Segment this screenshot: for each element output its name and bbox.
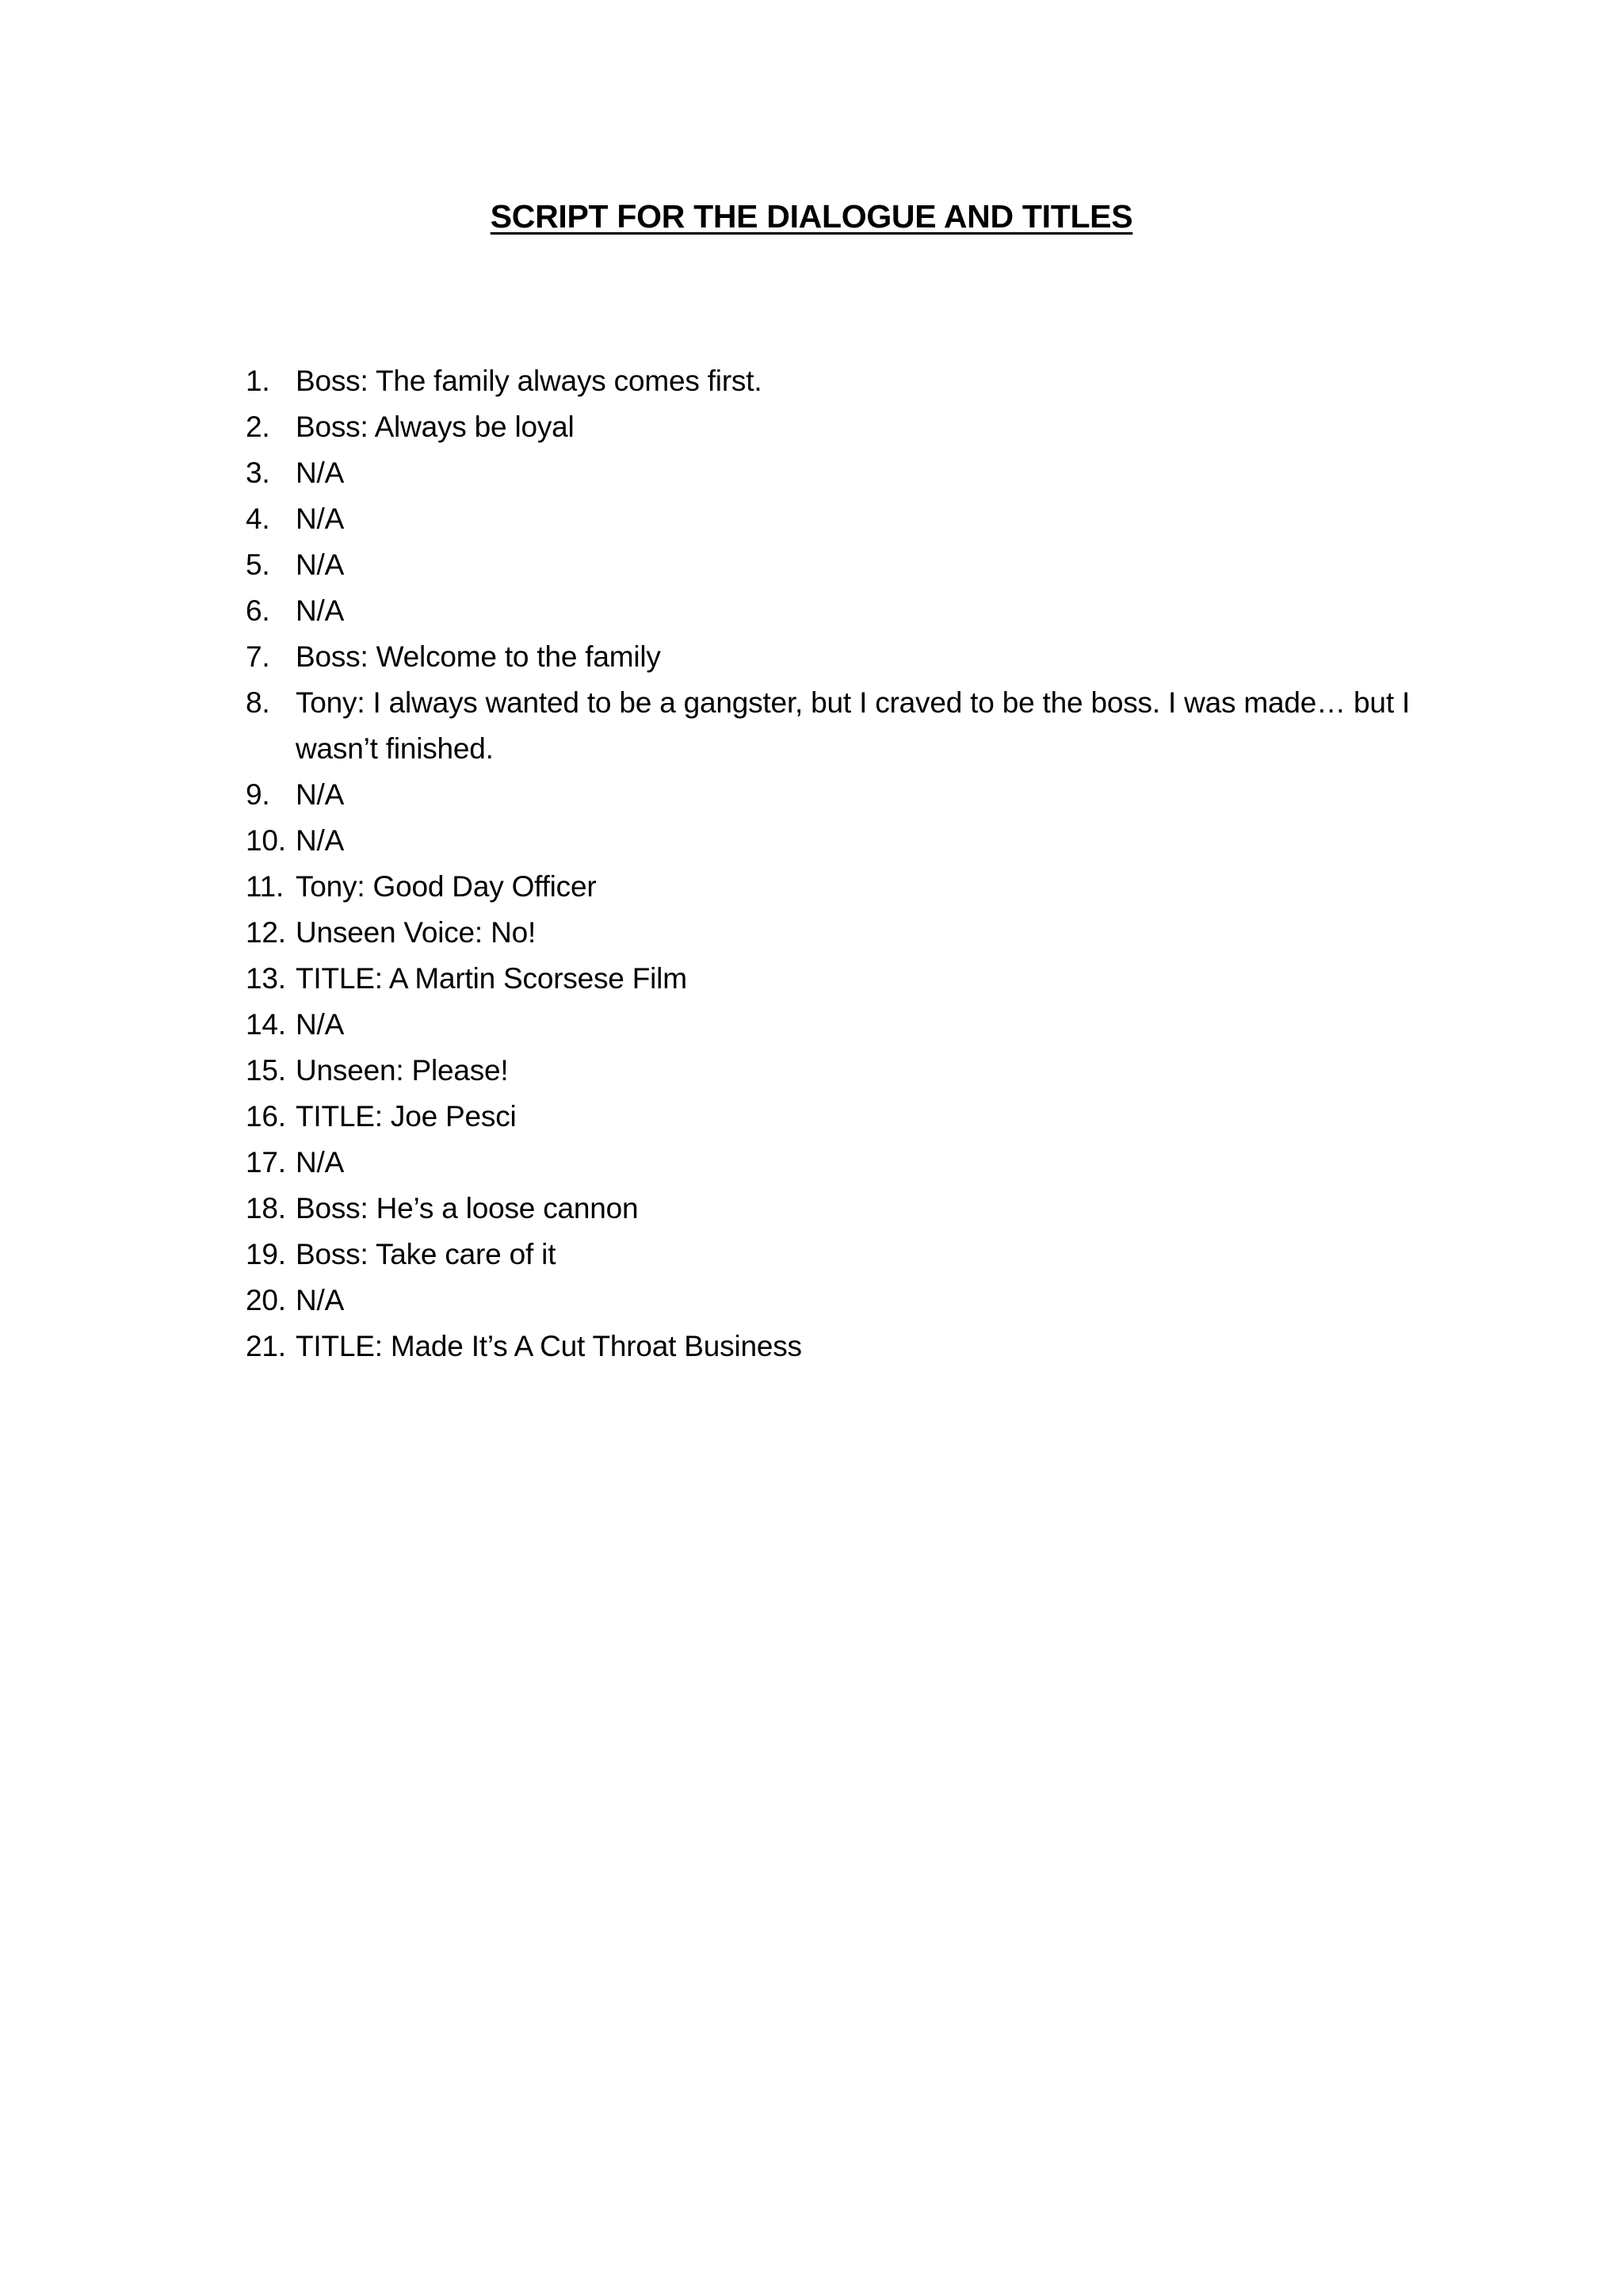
- item-text: Unseen Voice: No!: [296, 916, 537, 949]
- item-text: TITLE: Joe Pesci: [296, 1100, 517, 1133]
- item-number: 12.: [246, 916, 286, 949]
- item-number: 10.: [246, 824, 286, 857]
- item-number: 7.: [246, 640, 270, 673]
- item-text: TITLE: Made It’s A Cut Throat Business: [296, 1330, 802, 1362]
- script-list: [246, 358, 1450, 1370]
- item-text: Boss: Always be loyal: [296, 411, 575, 443]
- list-item: [246, 634, 1450, 680]
- list-item: [246, 588, 1450, 634]
- item-text: Tony: I always wanted to be a gangster, but I craved to be the boss. I was made… but I wasn’t finished.: [296, 686, 1411, 765]
- list-item: [246, 818, 1450, 864]
- item-number: 14.: [246, 1008, 286, 1041]
- list-item: [246, 772, 1450, 818]
- item-number: 4.: [246, 502, 270, 535]
- item-text: N/A: [296, 502, 345, 535]
- item-number: 20.: [246, 1284, 286, 1316]
- list-item: [246, 542, 1450, 588]
- item-number: 6.: [246, 594, 270, 627]
- item-text: N/A: [296, 824, 345, 857]
- list-item: [246, 1048, 1450, 1094]
- list-item: [246, 1002, 1450, 1048]
- list-item: [246, 910, 1450, 956]
- item-number: 19.: [246, 1238, 286, 1270]
- item-text: N/A: [296, 1008, 345, 1041]
- item-text: Boss: Take care of it: [296, 1238, 556, 1270]
- list-item: [246, 864, 1450, 910]
- item-number: 16.: [246, 1100, 286, 1133]
- item-number: 5.: [246, 548, 270, 581]
- list-item: [246, 956, 1450, 1002]
- list-item: [246, 496, 1450, 542]
- list-item: [246, 680, 1450, 772]
- item-number: 2.: [246, 411, 270, 443]
- list-item: [246, 404, 1450, 450]
- list-item: [246, 450, 1450, 496]
- item-number: 17.: [246, 1146, 286, 1179]
- item-number: 3.: [246, 457, 270, 489]
- list-item: [246, 1140, 1450, 1186]
- item-text: Boss: He’s a loose cannon: [296, 1192, 639, 1224]
- item-number: 8.: [246, 686, 270, 719]
- item-number: 1.: [246, 365, 270, 397]
- item-text: TITLE: A Martin Scorsese Film: [296, 962, 687, 995]
- item-text: N/A: [296, 548, 345, 581]
- item-number: 18.: [246, 1192, 286, 1224]
- list-item: [246, 358, 1450, 404]
- document-title: SCRIPT FOR THE DIALOGUE AND TITLES: [490, 198, 1133, 235]
- item-text: N/A: [296, 1284, 345, 1316]
- list-item: [246, 1278, 1450, 1324]
- item-text: Boss: The family always comes first.: [296, 365, 762, 397]
- item-text: N/A: [296, 778, 345, 811]
- item-number: 21.: [246, 1330, 286, 1362]
- item-number: 13.: [246, 962, 286, 995]
- item-text: Tony: Good Day Officer: [296, 870, 597, 903]
- item-text: Unseen: Please!: [296, 1054, 509, 1087]
- item-text: N/A: [296, 594, 345, 627]
- item-number: 9.: [246, 778, 270, 811]
- item-text: Boss: Welcome to the family: [296, 640, 661, 673]
- item-text: N/A: [296, 1146, 345, 1179]
- list-item: [246, 1094, 1450, 1140]
- list-item: [246, 1186, 1450, 1232]
- list-item: [246, 1232, 1450, 1278]
- item-number: 11.: [246, 870, 285, 903]
- item-text: N/A: [296, 457, 345, 489]
- list-item: [246, 1324, 1450, 1370]
- item-number: 15.: [246, 1054, 286, 1087]
